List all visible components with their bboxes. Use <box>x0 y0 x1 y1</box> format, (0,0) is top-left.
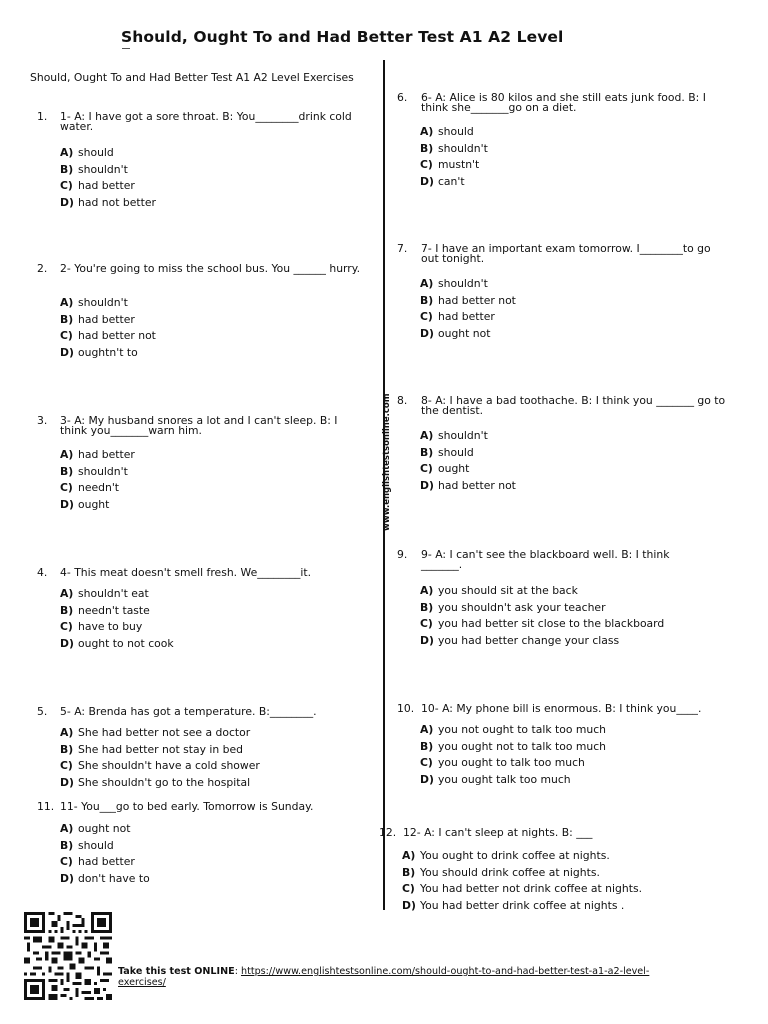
question-number: 5. <box>37 705 48 718</box>
option-text: had not better <box>78 195 156 209</box>
option-a[interactable] <box>420 722 606 739</box>
option-b[interactable] <box>402 865 642 882</box>
question-text: 5- A: Brenda has got a temperature. B:________. <box>60 705 317 718</box>
question-text: 3- A: My husband snores a lot and I can't sleep. B: I think you_______warn him. <box>60 414 338 437</box>
qr-code-icon[interactable] <box>24 912 112 1000</box>
option-letter: B) <box>420 141 434 155</box>
option-b[interactable] <box>60 162 156 179</box>
option-letter: C) <box>60 620 73 633</box>
option-c[interactable] <box>420 461 516 478</box>
option-letter: A) <box>420 584 434 597</box>
title-mark <box>122 48 130 49</box>
page-title: Should, Ought To and Had Better Test A1 A2 Level <box>121 28 564 46</box>
option-letter: D) <box>60 775 74 789</box>
option-text: You had better not drink coffee at nights. <box>420 882 643 895</box>
option-c[interactable] <box>60 178 156 195</box>
option-text: shouldn't <box>438 141 488 155</box>
option-c[interactable] <box>420 309 516 326</box>
question-number: 2. <box>37 262 48 275</box>
option-letter: C) <box>420 756 433 769</box>
option-letter: A) <box>420 723 434 736</box>
option-a[interactable] <box>60 725 260 742</box>
option-text: had better <box>78 448 135 461</box>
option-letter: A) <box>60 726 74 739</box>
option-d[interactable] <box>420 478 516 495</box>
option-d[interactable] <box>60 636 174 653</box>
option-text: you ought not to talk too much <box>438 739 607 753</box>
option-text: had better <box>438 310 495 323</box>
option-a[interactable] <box>420 583 664 600</box>
option-b[interactable] <box>60 742 260 759</box>
option-text: shouldn't <box>78 464 128 478</box>
option-text: you had better sit close to the blackboard <box>438 617 665 630</box>
option-text: You should drink coffee at nights. <box>420 865 600 879</box>
option-text: ought not <box>438 326 491 340</box>
options-list <box>60 295 156 361</box>
option-text: have to buy <box>78 620 143 633</box>
option-d[interactable] <box>60 871 150 888</box>
option-letter: D) <box>60 195 74 209</box>
option-a[interactable] <box>60 821 150 838</box>
options-list <box>402 848 642 914</box>
question-text: 2- You're going to miss the school bus. You ______ hurry. <box>60 262 361 275</box>
option-a[interactable] <box>60 447 135 464</box>
option-letter: B) <box>420 739 434 753</box>
option-d[interactable] <box>60 775 260 792</box>
option-letter: D) <box>420 174 434 188</box>
option-text: you had better change your class <box>438 633 620 647</box>
question-number: 11. <box>37 800 55 813</box>
option-d[interactable] <box>402 898 642 915</box>
option-letter: B) <box>402 865 416 879</box>
option-text: had better <box>78 179 135 192</box>
option-letter: D) <box>60 871 74 885</box>
option-b[interactable] <box>420 739 606 756</box>
option-c[interactable] <box>60 328 156 345</box>
option-letter: D) <box>60 345 74 359</box>
option-d[interactable] <box>420 772 606 789</box>
test-online-link[interactable]: https://www.englishtestsonline.com/should-ought-to-and-had-better-test-a1-a2-level-exercises/ <box>118 966 650 988</box>
option-d[interactable] <box>60 497 135 514</box>
question-number: 7. <box>397 242 408 255</box>
question-text: 9- A: I can't see the blackboard well. B: I think _______. <box>421 548 670 571</box>
option-text: needn't <box>78 481 120 494</box>
question-number: 6. <box>397 91 408 104</box>
option-a[interactable] <box>60 145 156 162</box>
option-letter: C) <box>420 158 433 171</box>
option-c[interactable] <box>420 157 488 174</box>
option-d[interactable] <box>60 345 156 362</box>
options-list <box>420 428 516 494</box>
option-text: should <box>438 125 474 138</box>
question-text: 8- A: I have a bad toothache. B: I think you _______ go to the dentist. <box>421 394 726 417</box>
question-number: 8. <box>397 394 408 407</box>
option-letter: B) <box>60 603 74 617</box>
option-text: mustn't <box>438 158 480 171</box>
option-text: You ought to drink coffee at nights. <box>420 849 610 862</box>
option-letter: A) <box>60 296 74 309</box>
option-letter: C) <box>420 617 433 630</box>
option-c[interactable] <box>420 755 606 772</box>
option-text: needn't taste <box>78 603 150 617</box>
option-text: shouldn't <box>438 277 488 290</box>
option-c[interactable] <box>60 480 135 497</box>
option-a[interactable] <box>402 848 642 865</box>
option-text: shouldn't <box>78 296 128 309</box>
question-number: 4. <box>37 566 48 579</box>
option-text: had better not <box>78 329 156 342</box>
option-b[interactable] <box>60 838 150 855</box>
option-text: She shouldn't go to the hospital <box>78 775 251 789</box>
option-text: you should sit at the back <box>438 584 578 597</box>
option-b[interactable] <box>60 312 156 329</box>
option-d[interactable] <box>420 633 664 650</box>
options-list <box>420 124 488 190</box>
option-a[interactable] <box>60 295 156 312</box>
option-d[interactable] <box>420 174 488 191</box>
option-text: don't have to <box>78 871 150 885</box>
option-letter: C) <box>60 481 73 494</box>
option-letter: C) <box>420 462 433 475</box>
question-number: 10. <box>397 702 415 715</box>
option-letter: A) <box>420 429 434 442</box>
option-c[interactable] <box>60 758 260 775</box>
option-text: you not ought to talk too much <box>438 723 607 736</box>
option-letter: D) <box>60 636 74 650</box>
option-text: had better <box>78 855 135 868</box>
option-c[interactable] <box>420 616 664 633</box>
option-a[interactable] <box>420 124 488 141</box>
options-list <box>60 586 174 652</box>
footer <box>118 966 678 988</box>
option-letter: A) <box>60 448 74 461</box>
option-text: ought <box>78 497 110 511</box>
option-b[interactable] <box>420 600 664 617</box>
option-text: you ought talk too much <box>438 772 571 786</box>
option-letter: D) <box>420 326 434 340</box>
option-text: You had better drink coffee at nights . <box>420 898 625 912</box>
question-text: 1- A: I have got a sore throat. B: You________drink cold water. <box>60 110 352 133</box>
option-letter: B) <box>420 600 434 614</box>
question-text: 4- This meat doesn't smell fresh. We________it. <box>60 566 312 579</box>
option-letter: A) <box>60 822 74 835</box>
option-text: shouldn't eat <box>78 587 149 600</box>
option-b[interactable] <box>60 603 174 620</box>
question-number: 12. <box>379 826 397 839</box>
option-d[interactable] <box>60 195 156 212</box>
option-text: ought <box>438 462 470 475</box>
option-text: had better <box>78 312 135 326</box>
question-number: 3. <box>37 414 48 427</box>
option-letter: B) <box>60 838 74 852</box>
option-b[interactable] <box>420 445 516 462</box>
option-text: She had better not stay in bed <box>78 742 244 756</box>
option-letter: C) <box>420 310 433 323</box>
question-text: 10- A: My phone bill is enormous. B: I think you____. <box>421 702 702 715</box>
option-b[interactable] <box>60 464 135 481</box>
options-list <box>60 725 260 791</box>
options-list <box>420 722 606 788</box>
options-list <box>420 583 664 649</box>
option-letter: B) <box>60 312 74 326</box>
option-text: shouldn't <box>438 429 488 442</box>
option-text: should <box>438 445 474 459</box>
option-text: can't <box>438 174 465 188</box>
option-text: had better not <box>438 293 516 307</box>
option-letter: C) <box>60 179 73 192</box>
option-letter: B) <box>60 464 74 478</box>
option-a[interactable] <box>420 428 516 445</box>
option-letter: D) <box>420 478 434 492</box>
options-list <box>60 145 156 211</box>
option-b[interactable] <box>420 141 488 158</box>
watermark: www.englishtestsonline.com <box>382 393 392 531</box>
option-a[interactable] <box>60 586 174 603</box>
option-letter: A) <box>60 587 74 600</box>
option-text: should <box>78 146 114 159</box>
option-letter: D) <box>402 898 416 912</box>
question-text: 6- A: Alice is 80 kilos and she still eats junk food. B: I think she_______go on a diet. <box>421 91 706 114</box>
option-text: you shouldn't ask your teacher <box>438 600 606 614</box>
question-text: 7- I have an important exam tomorrow. I________to go out tonight. <box>421 242 711 265</box>
option-text: you ought to talk too much <box>438 756 585 769</box>
option-text: ought to not cook <box>78 636 174 650</box>
option-letter: D) <box>60 497 74 511</box>
option-letter: C) <box>60 329 73 342</box>
option-text: ought not <box>78 822 131 835</box>
question-number: 1. <box>37 110 48 123</box>
question-text: 11- You___go to bed early. Tomorrow is Sunday. <box>60 800 314 813</box>
option-a[interactable] <box>420 276 516 293</box>
option-c[interactable] <box>60 854 150 871</box>
page-subtitle: Should, Ought To and Had Better Test A1 A2 Level Exercises <box>30 71 354 84</box>
option-letter: A) <box>420 277 434 290</box>
option-text: should <box>78 838 114 852</box>
option-letter: D) <box>420 772 434 786</box>
footer-label: Take this test ONLINE <box>118 966 235 977</box>
option-b[interactable] <box>420 293 516 310</box>
question-text: 12- A: I can't sleep at nights. B: ___ <box>403 826 593 839</box>
option-letter: A) <box>402 849 416 862</box>
option-letter: B) <box>420 293 434 307</box>
options-list <box>420 276 516 342</box>
option-letter: B) <box>60 162 74 176</box>
option-text: had better not <box>438 478 516 492</box>
option-text: She shouldn't have a cold shower <box>78 759 260 772</box>
option-letter: B) <box>420 445 434 459</box>
footer-separator: : <box>234 966 238 977</box>
option-letter: B) <box>60 742 74 756</box>
option-text: shouldn't <box>78 162 128 176</box>
options-list <box>60 821 150 887</box>
option-text: oughtn't to <box>78 345 138 359</box>
option-letter: C) <box>60 759 73 772</box>
option-c[interactable] <box>60 619 174 636</box>
option-letter: C) <box>402 882 415 895</box>
option-letter: A) <box>60 146 74 159</box>
option-d[interactable] <box>420 326 516 343</box>
options-list <box>60 447 135 513</box>
option-text: She had better not see a doctor <box>78 726 251 739</box>
option-letter: C) <box>60 855 73 868</box>
option-letter: A) <box>420 125 434 138</box>
option-c[interactable] <box>402 881 642 898</box>
option-letter: D) <box>420 633 434 647</box>
question-number: 9. <box>397 548 408 561</box>
